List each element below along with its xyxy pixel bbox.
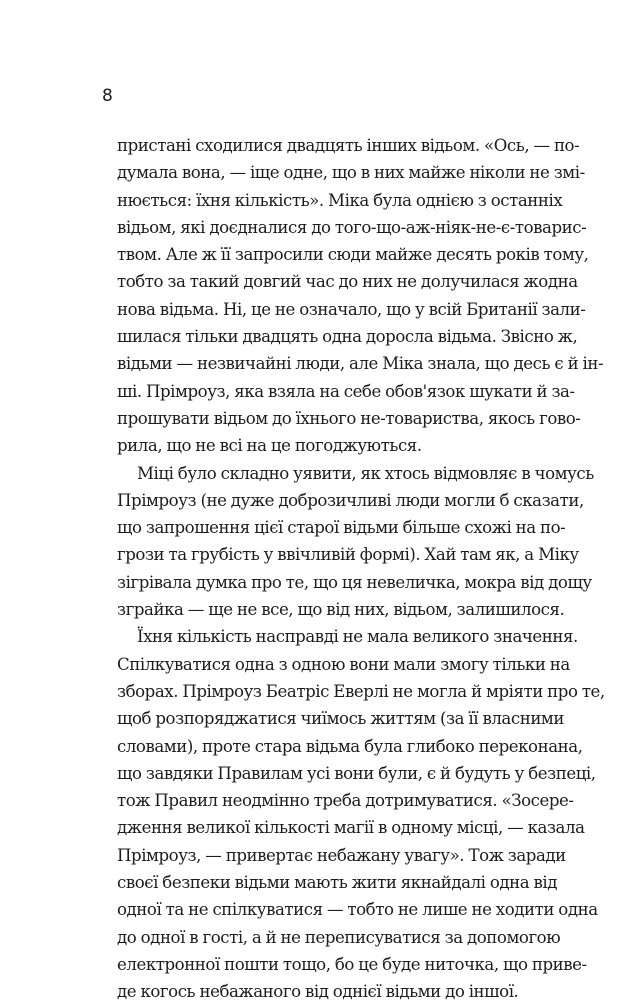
text-line: відьом, які доєдналися до того-що-аж-ніяк-не-є-товарис- <box>117 217 587 237</box>
text-line: зборах. Прімроуз Беатріс Еверлі не могла й мріяти про те, <box>117 681 605 701</box>
text-line: тобто за такий довгий час до них не долучилася жодна <box>117 272 578 292</box>
body-text <box>117 132 605 1006</box>
text-line: словами), проте стара відьма була глибоко переконана, <box>117 736 583 756</box>
text-line: електронної пошти тощо, бо це буде ниточка, що приве- <box>117 954 587 974</box>
paragraph-end-line: рила, що не всі на це погоджуються. <box>117 436 422 456</box>
text-line: шилася тільки двадцять одна доросла відьма. Звісно ж, <box>117 327 578 347</box>
text-line: своєї безпеки відьми мають жити якнайдалі одна від <box>117 873 558 893</box>
text-line: зграйка — ще не все, що від них, відьом, залишилося. <box>117 600 565 620</box>
paragraph-first-line: Їхня кількість насправді не мала великого значення. <box>137 627 578 647</box>
text-line: Спілкуватися одна з одною вони мали змогу тільки на <box>117 654 570 674</box>
text-line: щоб розпоряджатися чиїмось життям (за її власними <box>117 709 564 729</box>
text-line: одної та не спілкуватися — тобто не лише не ходити одна <box>117 900 598 920</box>
text-line: пристані сходилися двадцять інших відьом. «Ось, — по- <box>117 136 580 155</box>
text-line: що запрошення цієї старої відьми більше схожі на по- <box>117 518 566 538</box>
text-line: твом. Але ж її запросили сюди майже десять років тому, <box>117 245 589 265</box>
paragraph-end-line: де когось небажаного від однієї відьми до іншої. <box>117 982 519 1002</box>
text-line: прошувати відьом до їхнього не-товариства, якось гово- <box>117 408 581 428</box>
text-line: думала вона, — іще одне, що в них майже ніколи не змі- <box>117 163 585 183</box>
page-number: 8 <box>102 86 113 106</box>
text-line: відьми — незвичайні люди, але Міка знала, що десь є й ін- <box>117 354 604 374</box>
text-line: грози та грубість у ввічливій формі). Хай там як, а Міку <box>117 545 579 565</box>
text-line: дження великої кількості магії в одному місці, — казала <box>117 818 585 838</box>
text-line: Прімроуз, — привертає небажану увагу». Тож заради <box>117 845 566 865</box>
paragraph-first-line: Міці було складно уявити, як хтось відмовляє в чомусь <box>137 463 594 483</box>
text-line: тож Правил неодмінно треба дотримуватися. «Зосере- <box>117 791 574 811</box>
text-line: до одної в гості, а й не переписуватися за допомогою <box>117 927 561 947</box>
text-line: зігрівала думка про те, що ця невеличка, мокра від дощу <box>117 572 592 592</box>
text-line: нюється: їхня кількість». Міка була однією з останніх <box>117 190 563 210</box>
text-line: Прімроуз (не дуже доброзичливі люди могли б сказати, <box>117 490 584 510</box>
text-line: ші. Прімроуз, яка взяла на себе обов'язок шукати й за- <box>117 381 575 401</box>
text-line: що завдяки Правилам усі вони були, є й будуть у безпеці, <box>117 763 596 783</box>
text-line: нова відьма. Ні, це не означало, що у всій Британії зали- <box>117 299 586 319</box>
